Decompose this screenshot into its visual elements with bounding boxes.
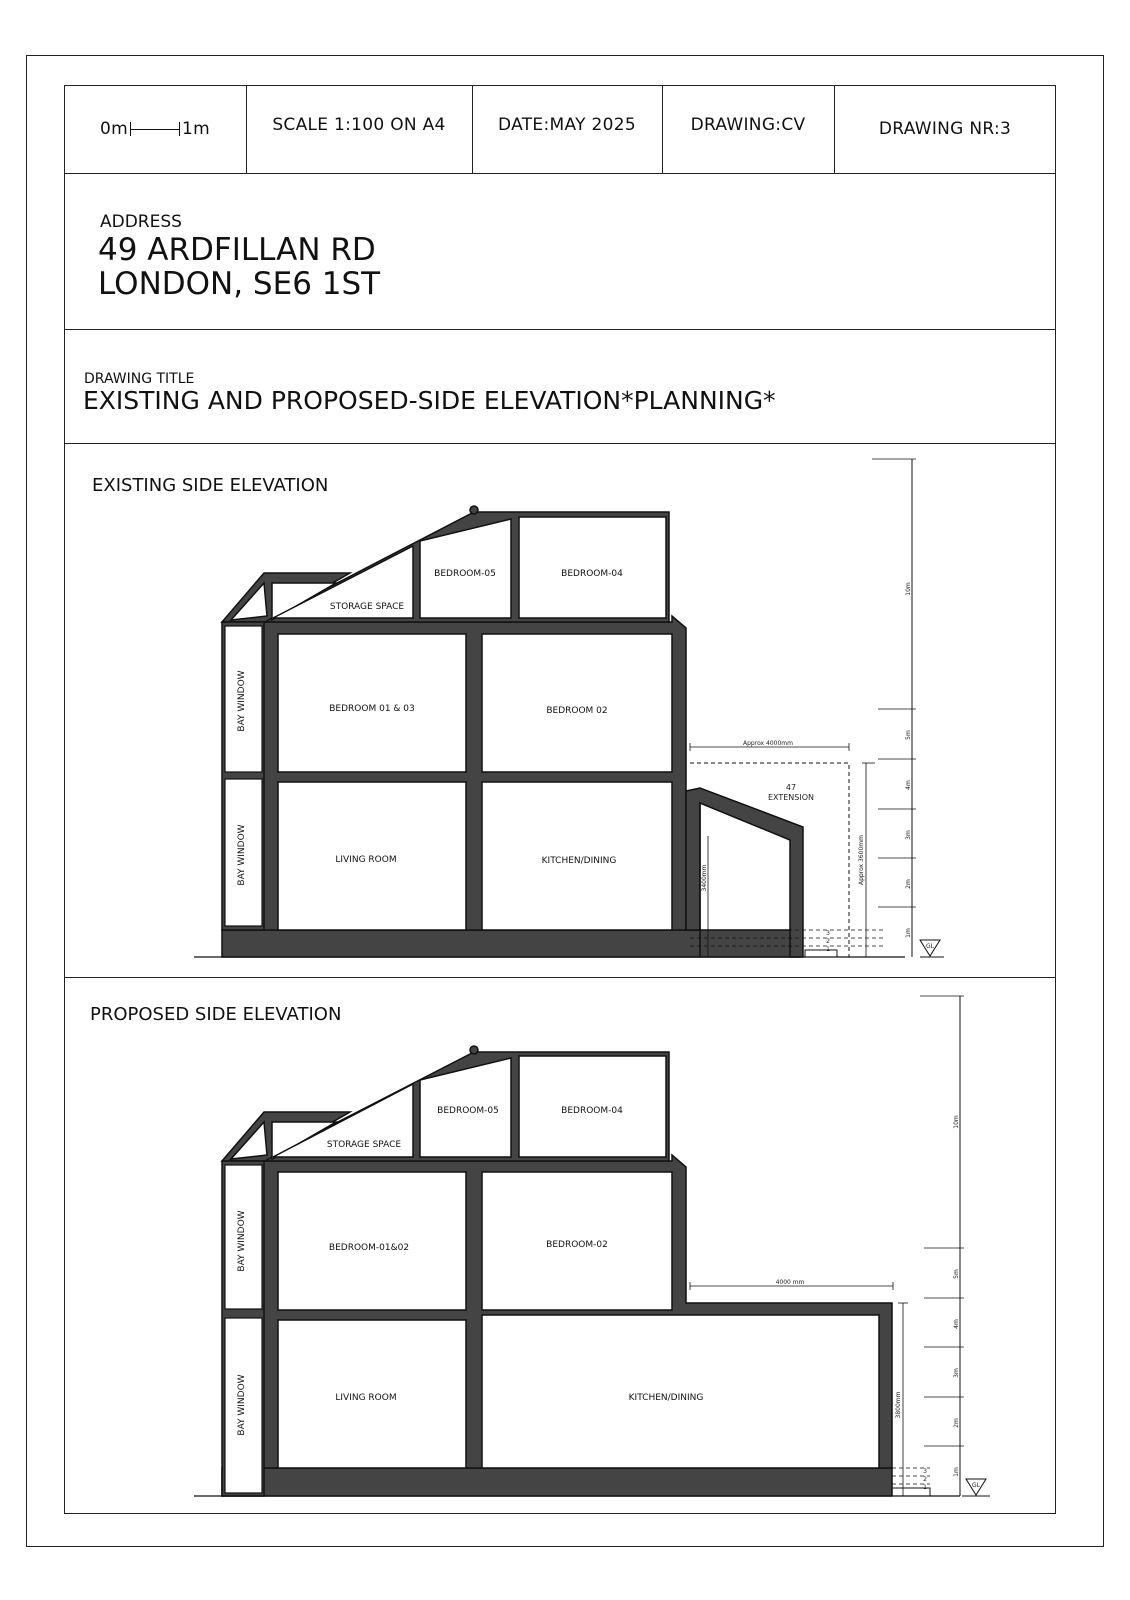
level-label-10m: 10m — [905, 582, 912, 596]
bedroom-01-03-room — [278, 634, 466, 772]
existing-heading: EXISTING SIDE ELEVATION — [92, 475, 329, 496]
level-label-1m: 1m — [953, 1467, 960, 1477]
wall-height-label: 3400mm — [701, 864, 708, 892]
bay-window-label: BAY WINDOW — [237, 670, 247, 732]
storage-label: STORAGE SPACE — [326, 1140, 402, 1150]
neighbour-number: 47 — [785, 783, 797, 792]
step-label: 3 — [923, 1468, 927, 1475]
step-label: 2 — [826, 938, 830, 945]
address-line-1: 49 ARDFILLAN RD — [98, 232, 376, 268]
drawing-title: EXISTING AND PROPOSED-SIDE ELEVATION*PLANNING* — [83, 386, 776, 415]
dormer-glass — [231, 583, 267, 620]
address-label: ADDRESS — [100, 212, 182, 232]
bedroom-05-label: BEDROOM-05 — [437, 1106, 499, 1116]
ground-level-label: GL — [926, 943, 934, 950]
scale-label: SCALE 1:100 ON A4 — [272, 115, 446, 135]
drawing-label: DRAWING:CV — [690, 115, 806, 135]
base-slab — [222, 930, 800, 957]
dormer-glass — [231, 1122, 267, 1159]
ridge-finial — [470, 506, 478, 514]
existing-elevation — [194, 459, 944, 957]
living-room-label: LIVING ROOM — [335, 855, 397, 865]
address-line-2: LONDON, SE6 1ST — [98, 266, 381, 302]
level-label-1m: 1m — [905, 928, 912, 938]
scale-bar-start: 0m — [100, 119, 128, 139]
bay-window-label: BAY WINDOW — [237, 1210, 247, 1272]
bay-window-label: BAY WINDOW — [237, 824, 247, 886]
extension-height-label: 3800mm — [895, 1391, 902, 1419]
neighbour-height-label: Approx 3600mm — [858, 835, 865, 885]
neighbour-width-label: Approx 4000mm — [743, 740, 793, 747]
level-label-10m: 10m — [953, 1115, 960, 1129]
step-block — [805, 950, 837, 957]
ground-level-label: GL — [972, 1482, 980, 1489]
bedroom-02-room — [482, 634, 672, 772]
neighbour-extension-label: EXTENSION — [767, 793, 815, 802]
level-label-4m: 4m — [953, 1319, 960, 1329]
step-label: 1 — [923, 1484, 927, 1491]
storage-label: STORAGE SPACE — [329, 602, 405, 612]
bedroom-04-label: BEDROOM-04 — [561, 1106, 623, 1116]
bedroom-04-label: BEDROOM-04 — [561, 569, 623, 579]
kitchen-dining-label: KITCHEN/DINING — [628, 1393, 704, 1403]
ridge-finial — [470, 1046, 478, 1054]
bedroom-02-label: BEDROOM 02 — [546, 706, 608, 716]
bay-window-label: BAY WINDOW — [237, 1374, 247, 1436]
proposed-heading: PROPOSED SIDE ELEVATION — [90, 1004, 342, 1025]
kitchen-dining-label: KITCHEN/DINING — [541, 856, 617, 866]
bedroom-01-03-label: BEDROOM 01 & 03 — [329, 704, 415, 714]
base-slab — [222, 1468, 892, 1496]
level-label-2m: 2m — [905, 879, 912, 889]
date-label: DATE:MAY 2025 — [498, 115, 636, 135]
extension-width-label: 4000 mm — [775, 1279, 805, 1286]
level-label-5m: 5m — [953, 1269, 960, 1279]
bedroom-01-02-label: BEDROOM-01&02 — [328, 1243, 410, 1253]
bedroom-04-room — [519, 517, 666, 618]
drawing-number: DRAWING NR:3 — [878, 119, 1012, 139]
level-label-5m: 5m — [905, 730, 912, 740]
step-label: 2 — [923, 1476, 927, 1483]
living-room-label: LIVING ROOM — [335, 1393, 397, 1403]
kitchen-dining-room — [482, 1315, 879, 1468]
bedroom-05-label: BEDROOM-05 — [434, 569, 496, 579]
level-label-2m: 2m — [953, 1418, 960, 1428]
bedroom-01-02-room — [278, 1172, 466, 1310]
bedroom-02-label: BEDROOM-02 — [546, 1240, 608, 1250]
drawing-title-label: DRAWING TITLE — [84, 371, 195, 387]
scale-bar-end: 1m — [182, 119, 210, 139]
level-label-4m: 4m — [905, 780, 912, 790]
step-label: 1 — [826, 946, 830, 953]
level-label-3m: 3m — [905, 830, 912, 840]
proposed-elevation — [194, 996, 990, 1496]
step-label: 3 — [826, 930, 830, 937]
level-label-3m: 3m — [953, 1368, 960, 1378]
